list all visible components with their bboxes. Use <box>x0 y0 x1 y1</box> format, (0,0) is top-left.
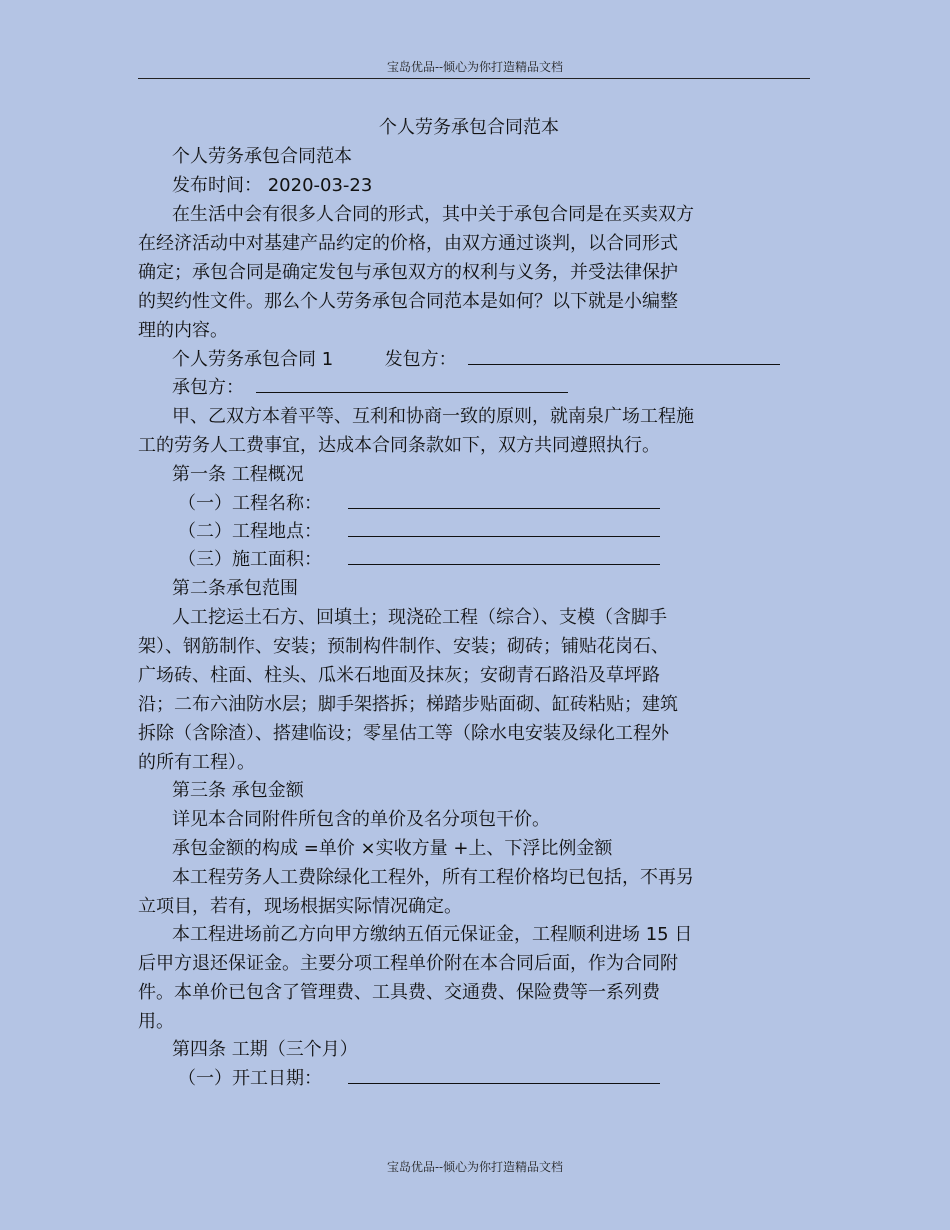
article-3-formula: 承包金额的构成 =单价 ×实收方量 +上、下浮比例金额 <box>172 838 613 859</box>
article-3-line: 件。本单价已包含了管理费、工具费、交通费、保险费等一系列费 <box>138 982 660 1003</box>
intro-line: 的契约性文件。那么个人劳务承包合同范本是如何？以下就是小编整 <box>138 291 678 312</box>
page-footer: 宝岛优品--倾心为你打造精品文档 <box>386 1160 564 1174</box>
party-b-blank <box>256 374 568 393</box>
header-divider <box>138 78 810 79</box>
article-3-line: 详见本合同附件所包含的单价及名分项包干价。 <box>172 809 550 830</box>
intro-line: 理的内容。 <box>138 320 228 341</box>
article-2-line: 广场砖、柱面、柱头、瓜米石地面及抹灰；安砌青石路沿及草坪路 <box>138 665 660 686</box>
party-b-row <box>172 374 568 402</box>
article-3-line: 后甲方退还保证金。主要分项工程单价附在本合同后面，作为合同附 <box>138 953 678 974</box>
start-date-blank <box>348 1065 660 1084</box>
party-a-label: 发包方： <box>384 349 457 370</box>
article-3-line: 用。 <box>138 1011 174 1032</box>
article-1-item: （一）工程名称： <box>178 490 660 518</box>
article-2-line: 沿；二布六油防水层；脚手架搭拆；梯踏步贴面砌、缸砖粘贴；建筑 <box>138 694 678 715</box>
article-2-line: 人工挖运土石方、回填土；现浇砼工程（综合）、支模（含脚手 <box>172 607 667 628</box>
article-3-line: 本工程劳务人工费除绿化工程外，所有工程价格均已包括，不再另 <box>172 867 694 888</box>
article-4-title: 第四条 工期（三个月） <box>172 1039 358 1060</box>
article-3-line: 本工程进场前乙方向甲方缴纳五佰元保证金，工程顺利进场 15 日 <box>172 924 693 945</box>
intro-line: 在生活中会有很多人合同的形式，其中关于承包合同是在买卖双方 <box>172 204 694 225</box>
article-4-item: （一）开工日期： <box>178 1065 660 1093</box>
construction-area-blank <box>348 546 660 565</box>
publish-date: 发布时间： 2020-03-23 <box>172 175 373 196</box>
article-3-title: 第三条 承包金额 <box>172 780 304 801</box>
contract-heading-row <box>172 346 780 374</box>
document-title: 个人劳务承包合同范本 <box>379 117 559 138</box>
intro-line: 确定；承包合同是确定发包与承包双方的权利与义务，并受法律保护 <box>138 262 678 283</box>
party-b-label: 承包方： <box>172 377 244 398</box>
article-2-line: 架）、钢筋制作、安装；预制构件制作、安装；砌砖；铺贴花岗石、 <box>138 636 669 657</box>
article-1-title: 第一条 工程概况 <box>172 464 304 485</box>
article-1-item: （三）施工面积： <box>178 546 660 574</box>
project-location-blank <box>348 518 660 537</box>
document-subtitle: 个人劳务承包合同范本 <box>172 146 352 167</box>
article-1-item: （二）工程地点： <box>178 518 660 546</box>
article-2-line: 拆除（含除渣）、搭建临设；零星估工等（除水电安装及绿化工程外 <box>138 723 669 744</box>
contract-number: 个人劳务承包合同 1 <box>172 349 334 370</box>
preamble-line: 甲、乙双方本着平等、互利和协商一致的原则，就南泉广场工程施 <box>172 406 694 427</box>
party-a-blank <box>468 346 780 365</box>
article-2-line: 的所有工程）。 <box>138 752 255 773</box>
preamble-line: 工的劳务人工费事宜，达成本合同条款如下，双方共同遵照执行。 <box>138 435 660 456</box>
page-header: 宝岛优品--倾心为你打造精品文档 <box>386 60 564 74</box>
article-2-title: 第二条承包范围 <box>172 578 298 599</box>
article-3-line: 立项目，若有，现场根据实际情况确定。 <box>138 896 462 917</box>
intro-line: 在经济活动中对基建产品约定的价格，由双方通过谈判，以合同形式 <box>138 233 678 254</box>
project-name-blank <box>348 490 660 509</box>
